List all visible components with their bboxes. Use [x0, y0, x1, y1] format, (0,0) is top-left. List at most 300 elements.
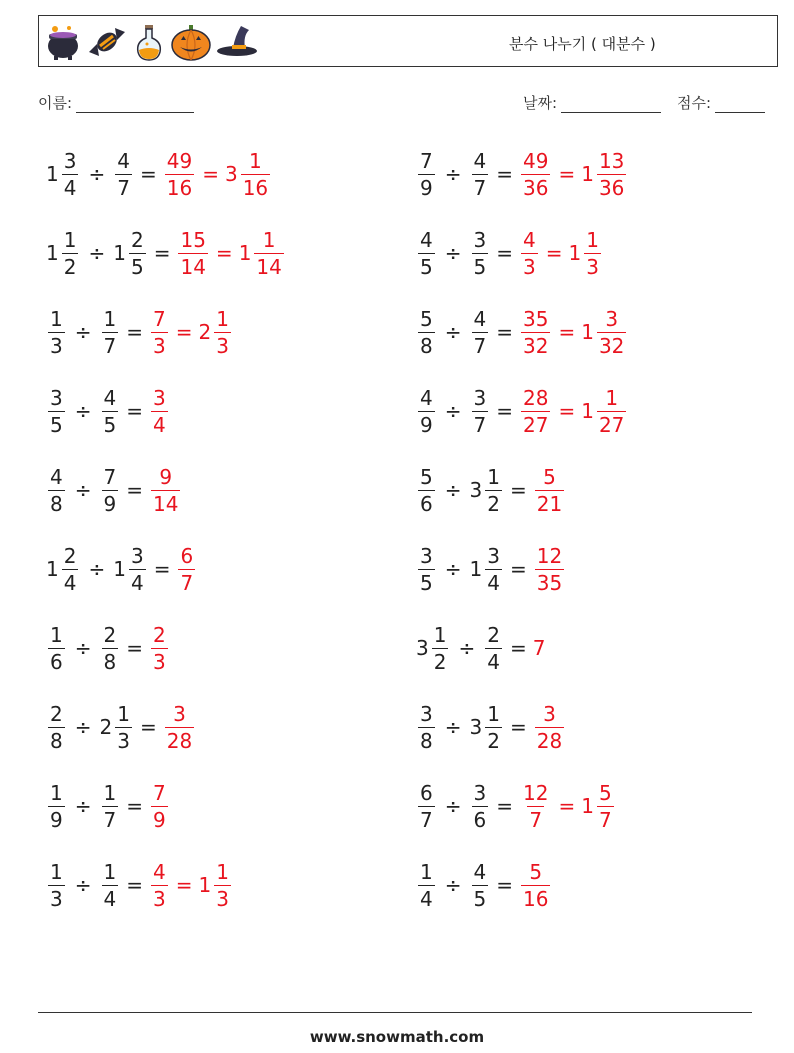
dividend: [416, 622, 450, 674]
score-field: [677, 92, 765, 113]
score-label: 점수:: [677, 94, 712, 112]
numerator: 4: [103, 385, 117, 410]
denominator: 28: [536, 728, 563, 753]
numerator: 4: [50, 464, 63, 489]
numerator: 4: [420, 227, 433, 252]
answer: [149, 385, 170, 437]
score-blank: [715, 98, 765, 113]
numerator: 4: [420, 385, 433, 410]
divisor: [470, 227, 491, 279]
fraction: [472, 859, 489, 911]
problem-item: [46, 619, 170, 677]
fraction: [521, 385, 550, 437]
whole-number: 7: [532, 636, 546, 660]
numerator: 3: [153, 385, 166, 410]
divisor: [113, 227, 147, 279]
denominator: 35: [536, 570, 563, 595]
divisor: [470, 306, 491, 358]
answer: [519, 227, 603, 279]
divide-sign: ÷: [74, 320, 92, 344]
denominator: 3: [586, 254, 599, 279]
fraction: [597, 780, 614, 832]
numerator: 2: [103, 622, 117, 647]
potion-icon: [131, 22, 167, 62]
answer-mixed: [224, 148, 272, 200]
equals-sign: =: [496, 794, 513, 818]
denominator: 7: [529, 807, 543, 832]
problem-item: [416, 303, 628, 361]
name-blank: [76, 98, 194, 113]
numerator: 1: [487, 464, 500, 489]
problem-item: [416, 698, 566, 756]
fraction: [418, 780, 435, 832]
numerator: 12: [523, 780, 549, 805]
whole-number: 3: [469, 478, 483, 502]
equals-sign: =: [175, 320, 193, 344]
divide-sign: ÷: [74, 636, 92, 660]
fraction: [102, 464, 119, 516]
divide-sign: ÷: [444, 320, 462, 344]
answer: [163, 701, 196, 753]
header-icons: [43, 19, 259, 65]
answer-improper: [163, 701, 196, 753]
divisor: [100, 464, 121, 516]
fraction: [102, 622, 119, 674]
answer: [519, 385, 628, 437]
denominator: 14: [180, 254, 206, 279]
denominator: 8: [103, 649, 117, 674]
whole-number: 3: [469, 715, 483, 739]
fraction: [102, 859, 119, 911]
numerator: 12: [536, 543, 563, 568]
divisor: [483, 622, 504, 674]
denominator: 2: [433, 649, 447, 674]
denominator: 9: [153, 807, 166, 832]
fraction: [418, 306, 435, 358]
fraction: [485, 543, 502, 595]
denominator: 3: [50, 333, 63, 358]
fraction: [485, 464, 502, 516]
fraction: [48, 464, 65, 516]
fraction: [115, 148, 132, 200]
answer-mixed: [238, 227, 286, 279]
fraction: [597, 385, 626, 437]
equals-sign: =: [509, 557, 527, 581]
equals-sign: =: [496, 873, 513, 897]
numerator: 1: [433, 622, 447, 647]
denominator: 3: [153, 886, 166, 911]
answer: [533, 543, 566, 595]
numerator: 7: [103, 464, 117, 489]
divide-sign: ÷: [74, 478, 92, 502]
dividend: [46, 464, 67, 516]
answer-improper: [519, 148, 552, 200]
equals-sign: =: [558, 399, 576, 423]
equals-sign: =: [545, 241, 563, 265]
answer-improper: [149, 622, 170, 674]
numerator: 2: [153, 622, 166, 647]
answer-improper: [533, 636, 547, 660]
denominator: 7: [103, 807, 117, 832]
denominator: 2: [487, 491, 500, 516]
fraction: [151, 306, 168, 358]
numerator: 5: [529, 859, 543, 884]
denominator: 6: [50, 649, 63, 674]
equals-sign: =: [126, 399, 143, 423]
answer: [533, 701, 566, 753]
denominator: 4: [103, 886, 117, 911]
answer-improper: [519, 306, 552, 358]
numerator: 4: [473, 148, 487, 173]
equals-sign: =: [126, 636, 143, 660]
footer-url: www.snowmath.com: [309, 1028, 485, 1046]
equals-sign: =: [558, 794, 576, 818]
numerator: 4: [473, 306, 487, 331]
answer-improper: [519, 780, 552, 832]
denominator: 7: [473, 412, 487, 437]
answer-improper: [149, 859, 170, 911]
answer-mixed: [568, 227, 603, 279]
dividend: [416, 385, 437, 437]
problem-item: [46, 856, 233, 914]
denominator: 3: [216, 333, 229, 358]
divisor: [100, 780, 121, 832]
denominator: 2: [63, 254, 77, 279]
answer: [176, 543, 197, 595]
answer: [519, 780, 616, 832]
numerator: 3: [473, 227, 487, 252]
fraction: [535, 543, 564, 595]
equals-sign: =: [126, 320, 143, 344]
denominator: 5: [103, 412, 117, 437]
divisor: [470, 859, 491, 911]
numerator: 1: [63, 227, 77, 252]
divisor: [470, 148, 491, 200]
divisor: [113, 543, 147, 595]
divisor: [99, 701, 134, 753]
fraction: [472, 148, 489, 200]
fraction: [151, 859, 168, 911]
whole-number: 1: [581, 399, 594, 423]
numerator: 1: [249, 148, 262, 173]
divisor: [100, 306, 121, 358]
dividend: [416, 859, 437, 911]
fraction: [418, 543, 435, 595]
candy-icon: [85, 22, 129, 62]
fraction: [62, 227, 79, 279]
numerator: 2: [487, 622, 500, 647]
denominator: 16: [166, 175, 193, 200]
numerator: 3: [543, 701, 556, 726]
divide-sign: ÷: [458, 636, 476, 660]
denominator: 4: [63, 175, 77, 200]
dividend: [416, 148, 437, 200]
numerator: 1: [103, 306, 117, 331]
problem-item: [46, 540, 197, 598]
problem-item: [46, 224, 286, 282]
numerator: 5: [598, 780, 612, 805]
equals-sign: =: [126, 873, 143, 897]
fraction: [129, 227, 146, 279]
denominator: 4: [63, 570, 77, 595]
denominator: 5: [473, 886, 487, 911]
whole-number: 3: [224, 162, 238, 186]
answer-mixed: [581, 148, 628, 200]
denominator: 7: [180, 570, 194, 595]
date-field: [523, 92, 661, 113]
denominator: 8: [50, 491, 63, 516]
divisor: [470, 385, 491, 437]
denominator: 36: [598, 175, 625, 200]
denominator: 9: [420, 412, 433, 437]
fraction: [62, 543, 79, 595]
numerator: 49: [166, 148, 193, 173]
divide-sign: ÷: [88, 557, 106, 581]
whole-number: 1: [581, 794, 594, 818]
fraction: [62, 148, 79, 200]
dividend: [46, 227, 80, 279]
fraction: [151, 622, 168, 674]
problem-item: [416, 619, 546, 677]
fraction: [165, 701, 194, 753]
dividend: [416, 780, 437, 832]
answer-improper: [533, 701, 566, 753]
answer-improper: [149, 780, 170, 832]
numerator: 1: [103, 780, 117, 805]
fraction: [48, 780, 65, 832]
numerator: 3: [605, 306, 619, 331]
fraction: [418, 859, 435, 911]
worksheet-title: 분수 나누기 ( 대분수 ): [509, 35, 656, 53]
pumpkin-icon: [169, 22, 213, 62]
answer: [163, 148, 272, 200]
fraction: [48, 622, 65, 674]
divide-sign: ÷: [444, 399, 462, 423]
denominator: 4: [487, 649, 500, 674]
answer-improper: [163, 148, 196, 200]
denominator: 7: [117, 175, 130, 200]
fraction: [432, 622, 449, 674]
fraction: [472, 385, 489, 437]
answer-mixed: [581, 780, 615, 832]
denominator: 7: [420, 807, 433, 832]
numerator: 1: [216, 306, 229, 331]
divide-sign: ÷: [88, 241, 106, 265]
divisor: [100, 622, 121, 674]
equals-sign: =: [139, 162, 157, 186]
denominator: 4: [487, 570, 500, 595]
fraction: [48, 859, 65, 911]
name-field: [38, 92, 194, 113]
problem-item: [416, 145, 628, 203]
problem-item: [46, 777, 170, 835]
numerator: 1: [50, 859, 63, 884]
divisor: [469, 701, 504, 753]
date-blank: [561, 98, 661, 113]
answer-improper: [519, 385, 552, 437]
answer-mixed: [198, 859, 233, 911]
problem-item: [416, 382, 628, 440]
fraction: [151, 780, 168, 832]
numerator: 1: [420, 859, 433, 884]
fraction: [418, 385, 435, 437]
answer-improper: [533, 464, 566, 516]
footer-divider: [38, 1012, 752, 1013]
equals-sign: =: [558, 162, 576, 186]
fraction: [535, 464, 564, 516]
divisor: [469, 464, 504, 516]
dividend: [46, 385, 67, 437]
fraction: [521, 306, 550, 358]
divisor: [100, 385, 121, 437]
equals-sign: =: [126, 478, 143, 502]
divide-sign: ÷: [74, 794, 92, 818]
numerator: 3: [473, 385, 487, 410]
numerator: 1: [50, 780, 63, 805]
numerator: 13: [598, 148, 625, 173]
whole-number: 1: [46, 557, 59, 581]
whole-number: 1: [198, 873, 212, 897]
fraction: [102, 306, 119, 358]
numerator: 7: [153, 306, 166, 331]
fraction: [521, 859, 550, 911]
denominator: 14: [256, 254, 282, 279]
fraction: [418, 701, 435, 753]
equals-sign: =: [509, 715, 527, 739]
divide-sign: ÷: [444, 478, 462, 502]
denominator: 32: [523, 333, 549, 358]
dividend: [46, 622, 67, 674]
denominator: 5: [130, 254, 144, 279]
answer: [149, 780, 170, 832]
fraction: [472, 227, 489, 279]
denominator: 27: [598, 412, 625, 437]
problem-item: [46, 303, 233, 361]
equals-sign: =: [139, 715, 157, 739]
fraction: [485, 701, 502, 753]
whole-number: 2: [99, 715, 113, 739]
answer-improper: [149, 385, 170, 437]
fraction: [584, 227, 601, 279]
whole-number: 1: [113, 241, 126, 265]
numerator: 1: [117, 701, 130, 726]
answer-improper: [176, 227, 209, 279]
denominator: 21: [536, 491, 563, 516]
numerator: 3: [420, 543, 433, 568]
divide-sign: ÷: [444, 162, 462, 186]
denominator: 9: [420, 175, 433, 200]
equals-sign: =: [215, 241, 233, 265]
numerator: 3: [487, 543, 500, 568]
fraction: [521, 780, 550, 832]
whole-number: 1: [238, 241, 252, 265]
whole-number: 1: [568, 241, 582, 265]
whole-number: 1: [469, 557, 483, 581]
answer-improper: [533, 543, 566, 595]
equals-sign: =: [496, 162, 513, 186]
numerator: 3: [420, 701, 433, 726]
fraction: [129, 543, 146, 595]
denominator: 9: [50, 807, 63, 832]
divisor: [100, 859, 121, 911]
denominator: 2: [487, 728, 500, 753]
denominator: 8: [420, 333, 433, 358]
numerator: 1: [262, 227, 276, 252]
equals-sign: =: [175, 873, 193, 897]
answer: [519, 306, 628, 358]
fraction: [178, 543, 195, 595]
numerator: 3: [130, 543, 144, 568]
whole-number: 1: [113, 557, 126, 581]
fraction: [115, 701, 132, 753]
fraction: [214, 306, 231, 358]
dividend: [46, 701, 67, 753]
denominator: 6: [473, 807, 487, 832]
denominator: 27: [523, 412, 549, 437]
fraction: [535, 701, 564, 753]
equals-sign: =: [558, 320, 576, 344]
divide-sign: ÷: [444, 557, 462, 581]
equals-sign: =: [153, 557, 171, 581]
answer-improper: [176, 543, 197, 595]
dividend: [46, 780, 67, 832]
fraction: [214, 859, 231, 911]
fraction: [521, 148, 550, 200]
date-label: 날짜:: [523, 94, 558, 112]
fraction: [418, 148, 435, 200]
fraction: [241, 148, 270, 200]
divide-sign: ÷: [444, 715, 462, 739]
numerator: 2: [63, 543, 77, 568]
fraction: [418, 464, 435, 516]
numerator: 1: [50, 622, 63, 647]
whole-number: 1: [581, 162, 594, 186]
answer-mixed: [581, 385, 628, 437]
divisor: [470, 780, 491, 832]
denominator: 5: [420, 570, 433, 595]
denominator: 5: [420, 254, 433, 279]
equals-sign: =: [509, 636, 527, 660]
fraction: [418, 227, 435, 279]
answer: [149, 859, 233, 911]
numerator: 3: [173, 701, 186, 726]
numerator: 5: [543, 464, 556, 489]
fraction: [472, 306, 489, 358]
numerator: 5: [420, 306, 433, 331]
denominator: 5: [50, 412, 63, 437]
divide-sign: ÷: [444, 794, 462, 818]
problem-item: [46, 461, 182, 519]
fraction: [151, 464, 180, 516]
numerator: 7: [153, 780, 166, 805]
dividend: [416, 464, 437, 516]
denominator: 7: [473, 175, 487, 200]
equals-sign: =: [153, 241, 171, 265]
problem-item: [46, 382, 170, 440]
numerator: 9: [159, 464, 173, 489]
answer-improper: [149, 464, 182, 516]
fraction: [472, 780, 489, 832]
answer: [149, 622, 170, 674]
denominator: 9: [103, 491, 117, 516]
numerator: 35: [523, 306, 549, 331]
fraction: [48, 306, 65, 358]
fraction: [48, 385, 65, 437]
denominator: 3: [153, 333, 166, 358]
denominator: 4: [153, 412, 166, 437]
denominator: 32: [598, 333, 625, 358]
denominator: 3: [50, 886, 63, 911]
